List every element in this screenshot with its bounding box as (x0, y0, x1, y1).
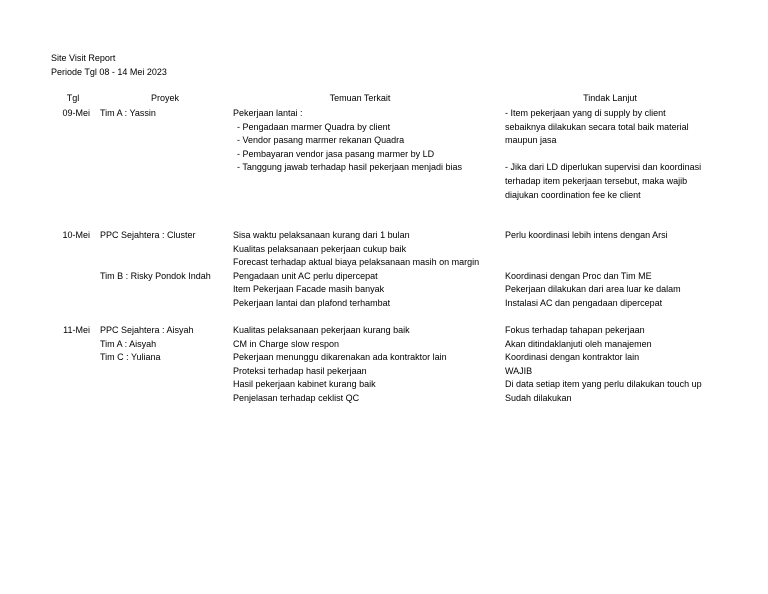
temuan-line: Forecast terhadap aktual biaya pelaksanaan masih on margin (233, 257, 480, 268)
proyek-line: Tim B : Risky Pondok Indah (100, 270, 211, 281)
tindak-line: Instalasi AC dan pengadaan dipercepat (505, 297, 663, 308)
tindak-line: Koordinasi dengan kontraktor lain (505, 352, 640, 363)
entry-temuan (233, 107, 462, 175)
column-header-tindak: Tindak Lanjut (583, 93, 637, 103)
tindak-line: WAJIB (505, 365, 533, 376)
tindak-line: - Item pekerjaan yang di supply by client (505, 108, 666, 118)
temuan-line: - Pembayaran vendor jasa pasang marmer by LD (237, 148, 435, 159)
temuan-line: Proteksi terhadap hasil pekerjaan (233, 365, 367, 376)
temuan-line: Hasil pekerjaan kabinet kurang baik (233, 379, 376, 390)
temuan-line: Pekerjaan lantai : (233, 108, 303, 118)
tindak-line: Fokus terhadap tahapan pekerjaan (505, 325, 645, 335)
entry-proyek (100, 107, 156, 121)
entry-tindak (505, 107, 701, 202)
tindak-line: diajukan coordination fee ke client (505, 189, 641, 200)
column-header-temuan: Temuan Terkait (329, 93, 391, 103)
entry-date: 11-Mei (63, 325, 90, 335)
tindak-line: Sudah dilakukan (505, 392, 572, 403)
tindak-line (505, 256, 681, 270)
temuan-line: Kualitas pelaksanaan pekerjaan cukup baik (233, 243, 407, 254)
tindak-line: maupun jasa (505, 135, 557, 146)
proyek-line: PPC Sejahtera : Aisyah (100, 325, 194, 335)
entry-date: 09-Mei (62, 108, 90, 118)
tindak-line: Pekerjaan dilakukan dari area luar ke dalam (505, 284, 681, 295)
temuan-line: CM in Charge slow respon (233, 338, 340, 349)
entry-tindak (505, 324, 702, 406)
tindak-line: sebaiknya dilakukan secara total baik material (505, 121, 689, 132)
temuan-line: Sisa waktu pelaksanaan kurang dari 1 bulan (233, 230, 410, 240)
tindak-line: Perlu koordinasi lebih intens dengan Arsi (505, 230, 668, 240)
proyek-line (100, 256, 211, 270)
temuan-line: - Tanggung jawab terhadap hasil pekerjaan menjadi bias (237, 162, 462, 173)
temuan-line: Pengadaan unit AC perlu dipercepat (233, 270, 378, 281)
temuan-line: Pekerjaan menunggu dikarenakan ada kontraktor lain (233, 352, 447, 363)
entry-proyek (100, 324, 194, 365)
temuan-line: Penjelasan terhadap ceklist QC (233, 392, 360, 403)
report-title: Site Visit Report (51, 53, 116, 63)
report-period: Periode Tgl 08 - 14 Mei 2023 (51, 66, 167, 77)
column-header-tgl: Tgl (66, 93, 80, 103)
tindak-line: terhadap item pekerjaan tersebut, maka wajib (505, 175, 688, 186)
entry-tindak (505, 229, 681, 311)
tindak-line: Koordinasi dengan Proc dan Tim ME (505, 270, 652, 281)
report-header (51, 52, 167, 79)
proyek-line: Tim C : Yuliana (100, 352, 161, 363)
tindak-line: Akan ditindaklanjuti oleh manajemen (505, 338, 652, 349)
tindak-line: Di data setiap item yang perlu dilakukan touch up (505, 379, 702, 390)
tindak-line: - Jika dari LD diperlukan supervisi dan koordinasi (505, 162, 702, 173)
proyek-line: Tim A : Aisyah (100, 338, 157, 349)
temuan-line: - Pengadaan marmer Quadra by client (237, 121, 391, 132)
temuan-line: Pekerjaan lantai dan plafond terhambat (233, 297, 391, 308)
tindak-line (505, 148, 701, 162)
proyek-line: Tim A : Yassin (100, 108, 156, 118)
temuan-line: - Vendor pasang marmer rekanan Quadra (237, 135, 405, 146)
temuan-line: Kualitas pelaksanaan pekerjaan kurang baik (233, 325, 410, 335)
entry-date: 10-Mei (62, 230, 90, 240)
temuan-line: Item Pekerjaan Facade masih banyak (233, 284, 385, 295)
proyek-line: PPC Sejahtera : Cluster (100, 230, 196, 240)
column-headers (0, 92, 768, 106)
tindak-line (505, 243, 681, 257)
entry-temuan (233, 229, 479, 311)
proyek-line (100, 243, 211, 257)
column-header-proyek: Proyek (150, 93, 179, 103)
entry-proyek (100, 229, 211, 283)
entry-temuan (233, 324, 447, 406)
